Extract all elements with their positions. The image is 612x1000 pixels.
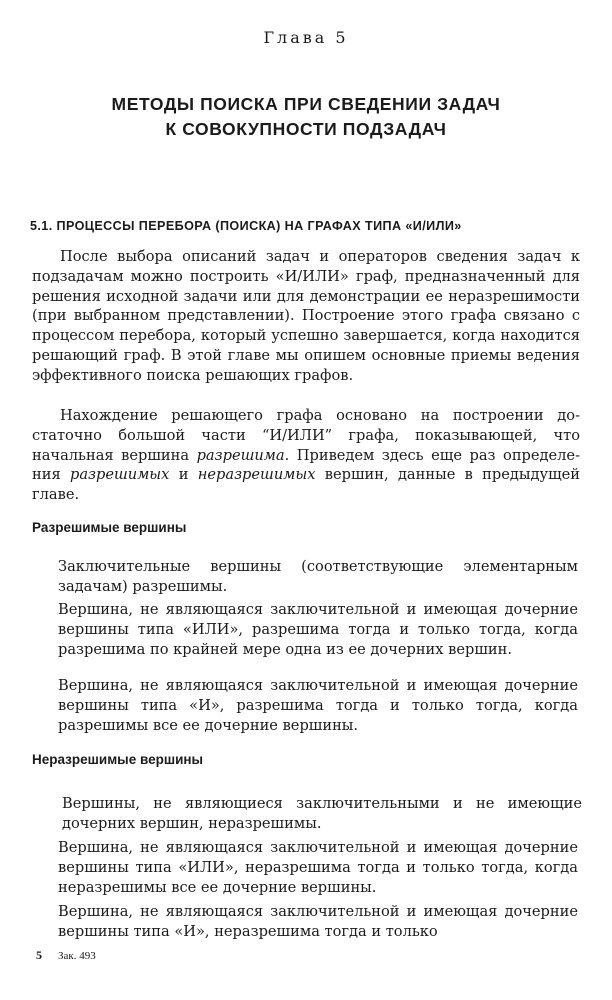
term-unsolvable: неразрешимых xyxy=(197,466,316,484)
unsolvable-definition-1: Вершины, не являющиеся заключительными и не имеющие дочерних вершин, неразрешимы. xyxy=(62,795,582,832)
chapter-title-line-1: МЕТОДЫ ПОИСКА ПРИ СВЕДЕНИИ ЗАДАЧ xyxy=(111,94,501,114)
subheading-unsolvable: Неразрешимые вершины xyxy=(32,752,204,767)
unsolvable-definition-2: Вершина, не являющаяся заключительной и имеющая дочерние вершины типа «ИЛИ», неразрешима тогда и только тогда, когда неразрешимы все ее дочерние вершины. xyxy=(58,839,578,896)
para-text: . Приведем здесь еще раз определения xyxy=(32,446,580,484)
definition-intro-paragraph xyxy=(32,406,580,505)
solvable-definition-3: Вершина, не являющаяся заключительной и имеющая дочерние вершины типа «И», разрешима тогда и только тогда, когда разрешимы все ее дочерние вершины. xyxy=(58,677,578,734)
chapter-title-line-2: К СОВОКУПНОСТИ ПОДЗАДАЧ xyxy=(165,119,447,139)
section-heading: 5.1. ПРОЦЕССЫ ПЕРЕБОРА (ПОИСКА) НА ГРАФАХ ТИПА «И/ИЛИ» xyxy=(30,219,462,233)
term-solvable: разрешима xyxy=(196,446,285,464)
chapter-number: Глава 5 xyxy=(263,28,349,47)
chapter-title xyxy=(0,92,612,142)
para-text: Нахождение решающего графа основано на построении достаточно большой части “И/ИЛИ” графа, показывающей, что начальная вершина xyxy=(32,407,580,464)
solvable-definition-2: Вершина, не являющаяся заключительной и имеющая дочерние вершины типа «ИЛИ», разрешима тогда и только тогда, когда разрешима по крайней мере одна из ее дочерних вершин. xyxy=(58,601,578,658)
subheading-solvable: Разрешимые вершины xyxy=(32,520,187,535)
page-footer xyxy=(36,948,96,963)
print-order-code: Зак. 493 xyxy=(58,950,96,962)
solvable-definition-1: Заключительные вершины (соответствующие элементарным задачам) разрешимы. xyxy=(58,558,578,595)
intro-paragraph: После выбора описаний задач и операторов сведения задач к подзадачам можно построить «И/ИЛИ» граф, предназначенный для решения исходной задачи или для демонстрации ее неразрешимости (при выбранном представлении). Построение этого графа связано с процессом перебора, который успешно завершается, когда находится решающий граф. В этой главе мы опишем основные приемы ведения эффективного поиска решающих графов. xyxy=(32,248,580,384)
unsolvable-definition-3: Вершина, не являющаяся заключительной и имеющая дочерние вершины типа «И», неразрешима тогда и только xyxy=(58,903,578,940)
para-text: и xyxy=(169,466,198,484)
para-text: вершин, данные в предыдущей главе. xyxy=(32,466,580,504)
signature-number: 5 xyxy=(36,948,42,962)
term-solvable-plural: разрешимых xyxy=(69,466,170,484)
